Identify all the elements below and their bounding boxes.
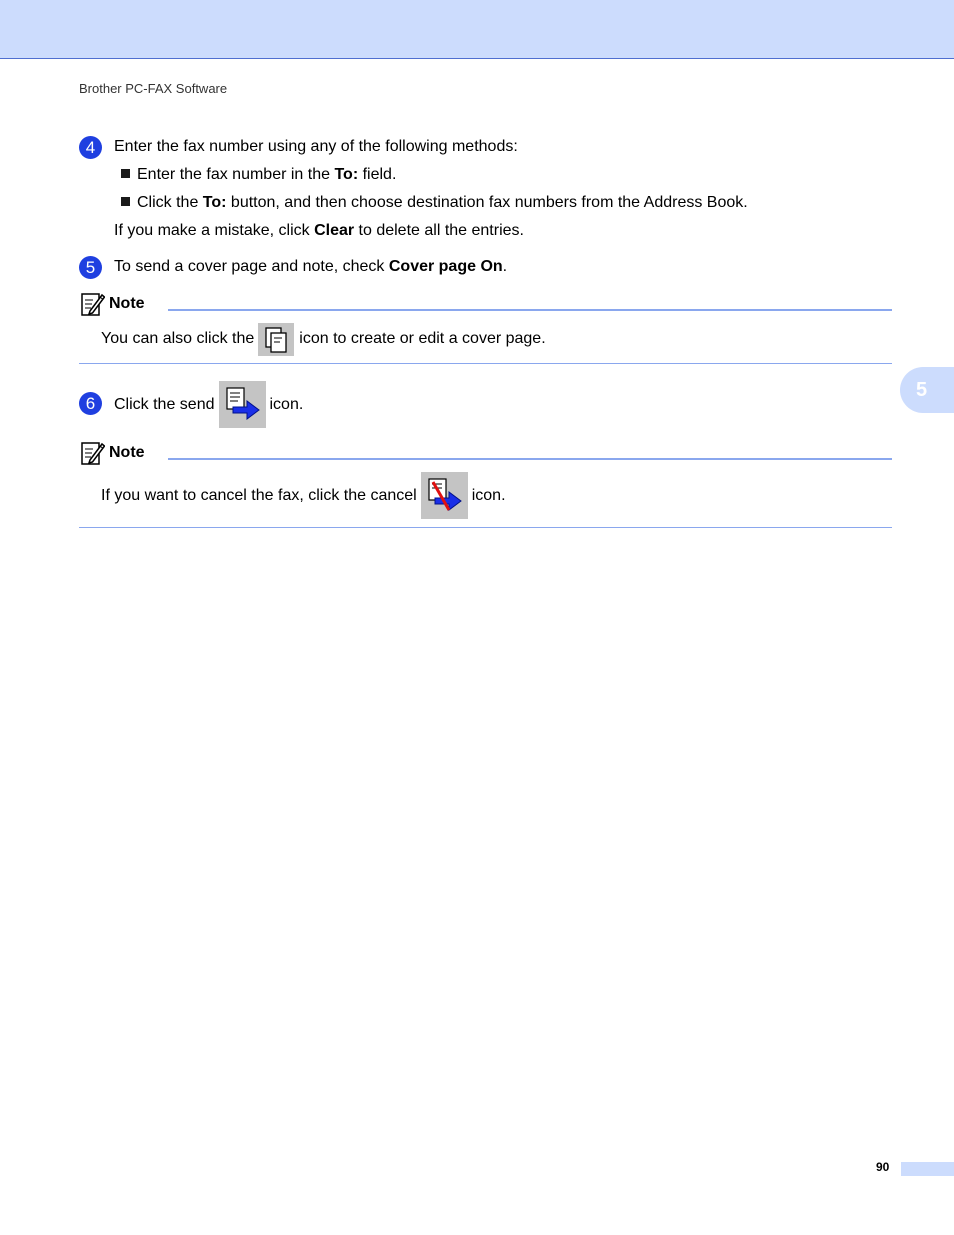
step-6 <box>79 391 102 415</box>
footer-band <box>901 1162 954 1176</box>
top-header-band <box>0 0 954 59</box>
step-5 <box>79 255 508 279</box>
note-pencil-icon <box>81 291 105 317</box>
note-pencil-icon <box>81 440 105 466</box>
note-1-text: You can also click the icon to create or edit a cover page. <box>101 322 546 356</box>
chapter-tab: 5 <box>900 367 954 413</box>
step-4 <box>79 135 518 159</box>
bullet-item-to-field: Enter the fax number in the To: field. <box>121 166 396 184</box>
step-number-badge: 4 <box>79 136 102 159</box>
step-number-badge: 6 <box>79 392 102 415</box>
note-top-rule <box>168 458 892 460</box>
square-bullet-icon <box>121 169 130 178</box>
running-header: Brother PC-FAX Software <box>79 81 228 96</box>
cancel-fax-icon[interactable] <box>421 472 468 519</box>
mistake-hint: If you make a mistake, click Clear to delete all the entries. <box>114 222 524 239</box>
note-label: Note <box>109 444 145 461</box>
note-2-text: If you want to cancel the fax, click the cancel icon. <box>101 472 506 519</box>
bullet-item-to-button: Click the To: button, and then choose destination fax numbers from the Address Book. <box>121 194 748 212</box>
send-fax-icon[interactable] <box>219 381 266 428</box>
square-bullet-icon <box>121 197 130 206</box>
note-label: Note <box>109 295 145 312</box>
step-4-text: Enter the fax number using any of the following methods: <box>114 138 518 155</box>
cover-page-icon[interactable] <box>258 323 294 356</box>
step-5-text: To send a cover page and note, check Cover page On. <box>114 258 508 275</box>
step-number-badge: 5 <box>79 256 102 279</box>
note-heading <box>81 439 145 467</box>
note-bottom-rule <box>79 363 892 364</box>
note-heading <box>81 290 145 318</box>
step-6-text: Click the send icon. <box>114 381 303 428</box>
note-bottom-rule <box>79 527 892 528</box>
page-number: 90 <box>876 1160 890 1174</box>
note-top-rule <box>168 309 892 311</box>
